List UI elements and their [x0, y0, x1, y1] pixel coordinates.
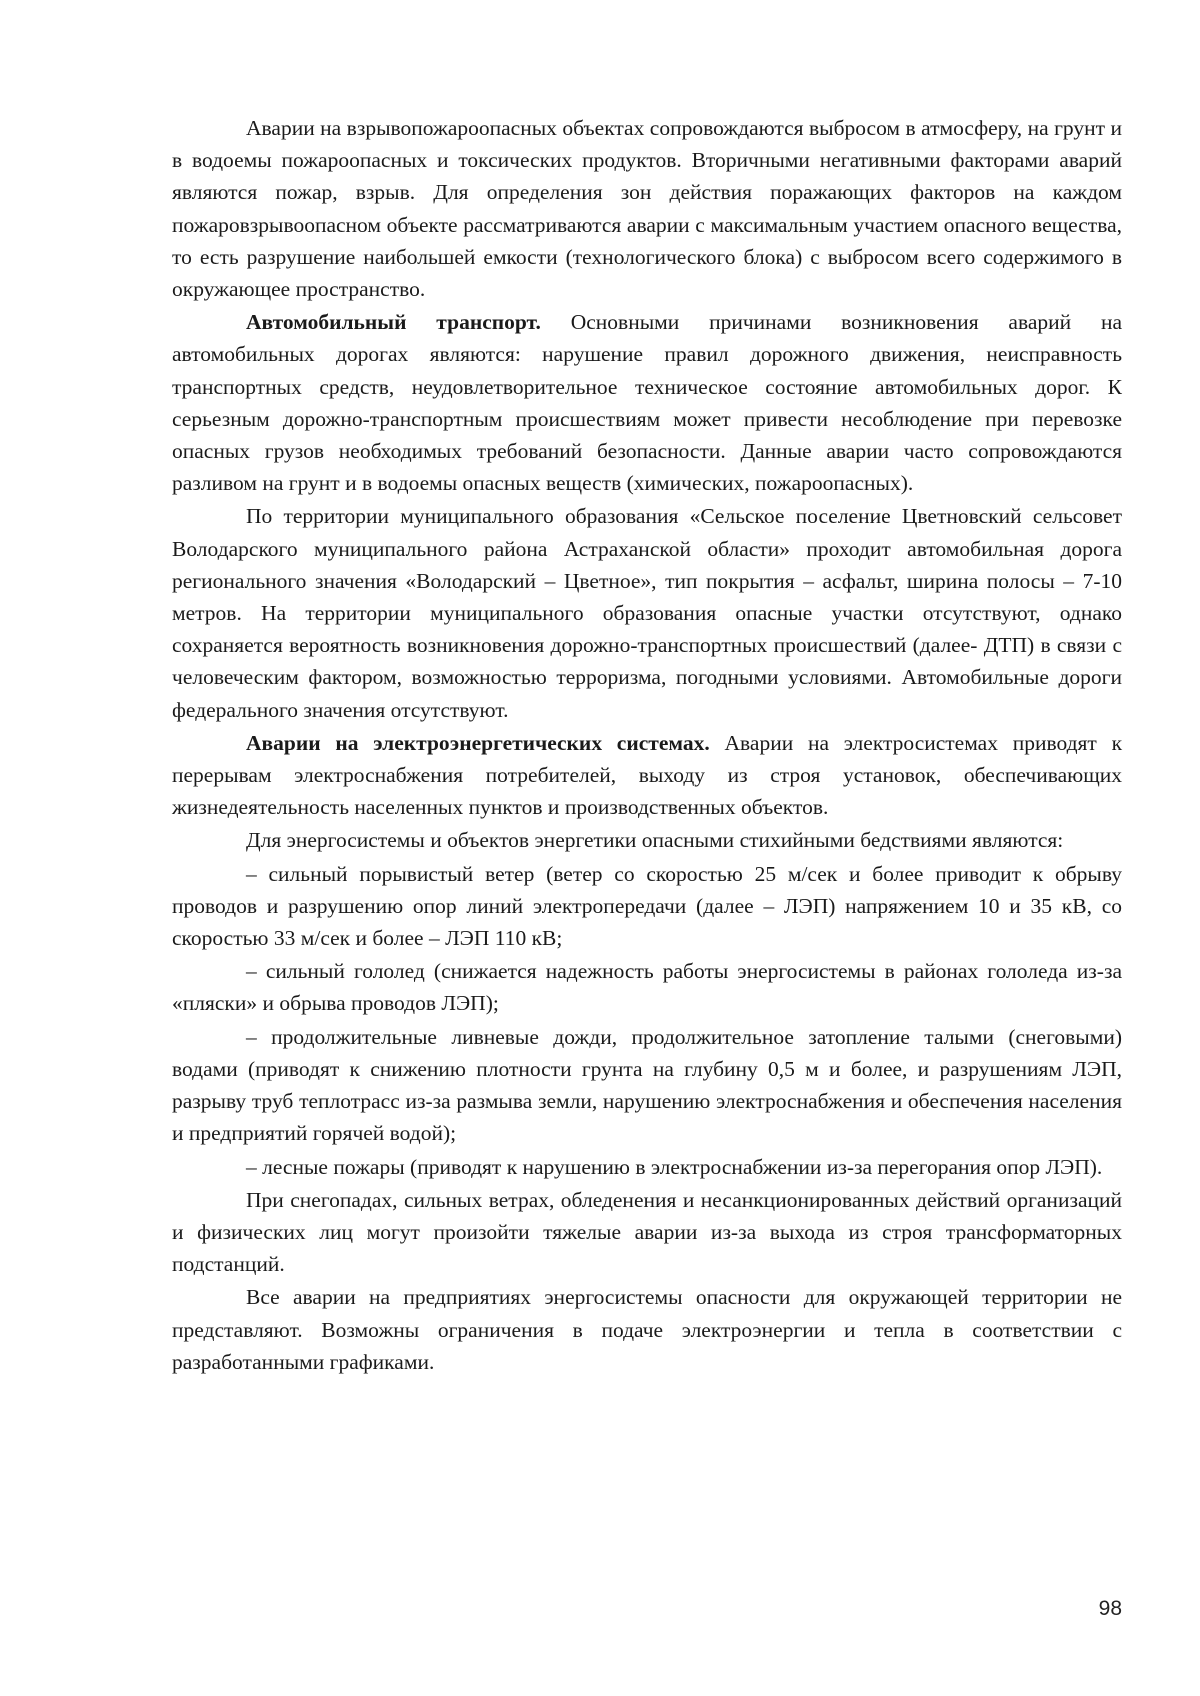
- section-heading-road-transport: Автомобильный транспорт.: [246, 310, 541, 335]
- list-item-wind: [172, 858, 1122, 955]
- paragraph-text: Все аварии на предприятиях энергосистемы опасности для окружающей территории не представляют. Возможны ограничения в подаче электроэнергии и тепла в соответствии с разработанными графиками.: [172, 1285, 1122, 1374]
- paragraph-explosion-hazard: [172, 112, 1122, 305]
- paragraph-text: – продолжительные ливневые дожди, продолжительное затопление талыми (снеговыми) водами (приводят к снижению плотности грунта на глубину 0,5 м и более, и разрушениям ЛЭП, разрыву труб теплотрасс из-за размыва земли, нарушению электроснабжения и обеспечения населения и предприятий горячей водой);: [172, 1024, 1122, 1146]
- paragraph-text: – сильный гололед (снижается надежность работы энергосистемы в районах гололеда из-за «пляски» и обрыва проводов ЛЭП);: [172, 959, 1122, 1016]
- list-item-rain-flood: [172, 1021, 1122, 1150]
- paragraph-text: Основными причинами возникновения аварий на автомобильных дорогах являются: нарушение правил дорожного движения, неисправность транспортных средств, неудовлетворительное техническое состояние автомобильных дорог. К серьезным дорожно-транспортным происшествиям может привести несоблюдение при перевозке опасных грузов необходимых требований безопасности. Данные аварии часто сопровождаются разливом на грунт и в водоемы опасных веществ (химических, пожароопасных).: [172, 310, 1122, 496]
- section-heading-power-systems: Аварии на электроэнергетических системах.: [246, 730, 710, 755]
- paragraph-text: – лесные пожары (приводят к нарушению в электроснабжении из-за перегорания опор ЛЭП).: [246, 1154, 1103, 1179]
- paragraph-substations: [172, 1184, 1122, 1281]
- paragraph-conclusion: [172, 1281, 1122, 1378]
- page-number: 98: [1098, 1597, 1122, 1620]
- paragraph-text: При снегопадах, сильных ветрах, обледенения и несанкционированных действий организаций и физических лиц могут произойти тяжелые аварии из-за выхода из строя трансформаторных подстанций.: [172, 1187, 1122, 1277]
- paragraph-text: Аварии на электросистемах приводят к перерывам электроснабжения потребителей, выходу из строя установок, обеспечивающих жизнедеятельность населенных пунктов и производственных объектов.: [172, 730, 1123, 820]
- paragraph-text: Для энергосистемы и объектов энергетики опасными стихийными бедствиями являются:: [246, 828, 1064, 853]
- paragraph-text: По территории муниципального образования «Сельское поселение Цветновский сельсовет Володарского муниципального района Астраханской области» проходит автомобильная дорога регионального значения «Володарский – Цветное», тип покрытия – асфальт, ширина полосы – 7-10 метров. На территории муниципального образования опасные участки отсутствуют, однако сохраняется вероятность возникновения дорожно-транспортных происшествий (далее- ДТП) в связи с человеческим фактором, возможностью терроризма, погодными условиями. Автомобильные дороги федерального значения отсутствуют.: [172, 504, 1122, 722]
- document-body: [172, 112, 1122, 1379]
- paragraph-text: – сильный порывистый ветер (ветер со скоростью 25 м/сек и более приводит к обрыву проводов и разрушению опор линий электропередачи (далее – ЛЭП) напряжением 10 и 35 кВ, со скоростью 33 м/сек и более – ЛЭП 110 кВ;: [172, 861, 1122, 951]
- paragraph-municipal-road: [172, 500, 1122, 725]
- paragraph-power-systems: [172, 727, 1122, 824]
- list-item-forest-fires: [172, 1151, 1122, 1183]
- list-item-ice: [172, 955, 1122, 1019]
- paragraph-hazards-intro: [172, 824, 1122, 856]
- paragraph-text: Аварии на взрывопожароопасных объектах сопровождаются выбросом в атмосферу, на грунт и в водоемы пожароопасных и токсических продуктов. Вторичными негативными факторами аварий являются пожар, взрыв. Для определения зон действия поражающих факторов на каждом пожаровзрывоопасном объекте рассматриваются аварии с максимальным участием опасного вещества, то есть разрушение наибольшей емкости (технологического блока) с выбросом всего содержимого в окружающее пространство.: [172, 116, 1122, 302]
- paragraph-road-transport: [172, 306, 1122, 499]
